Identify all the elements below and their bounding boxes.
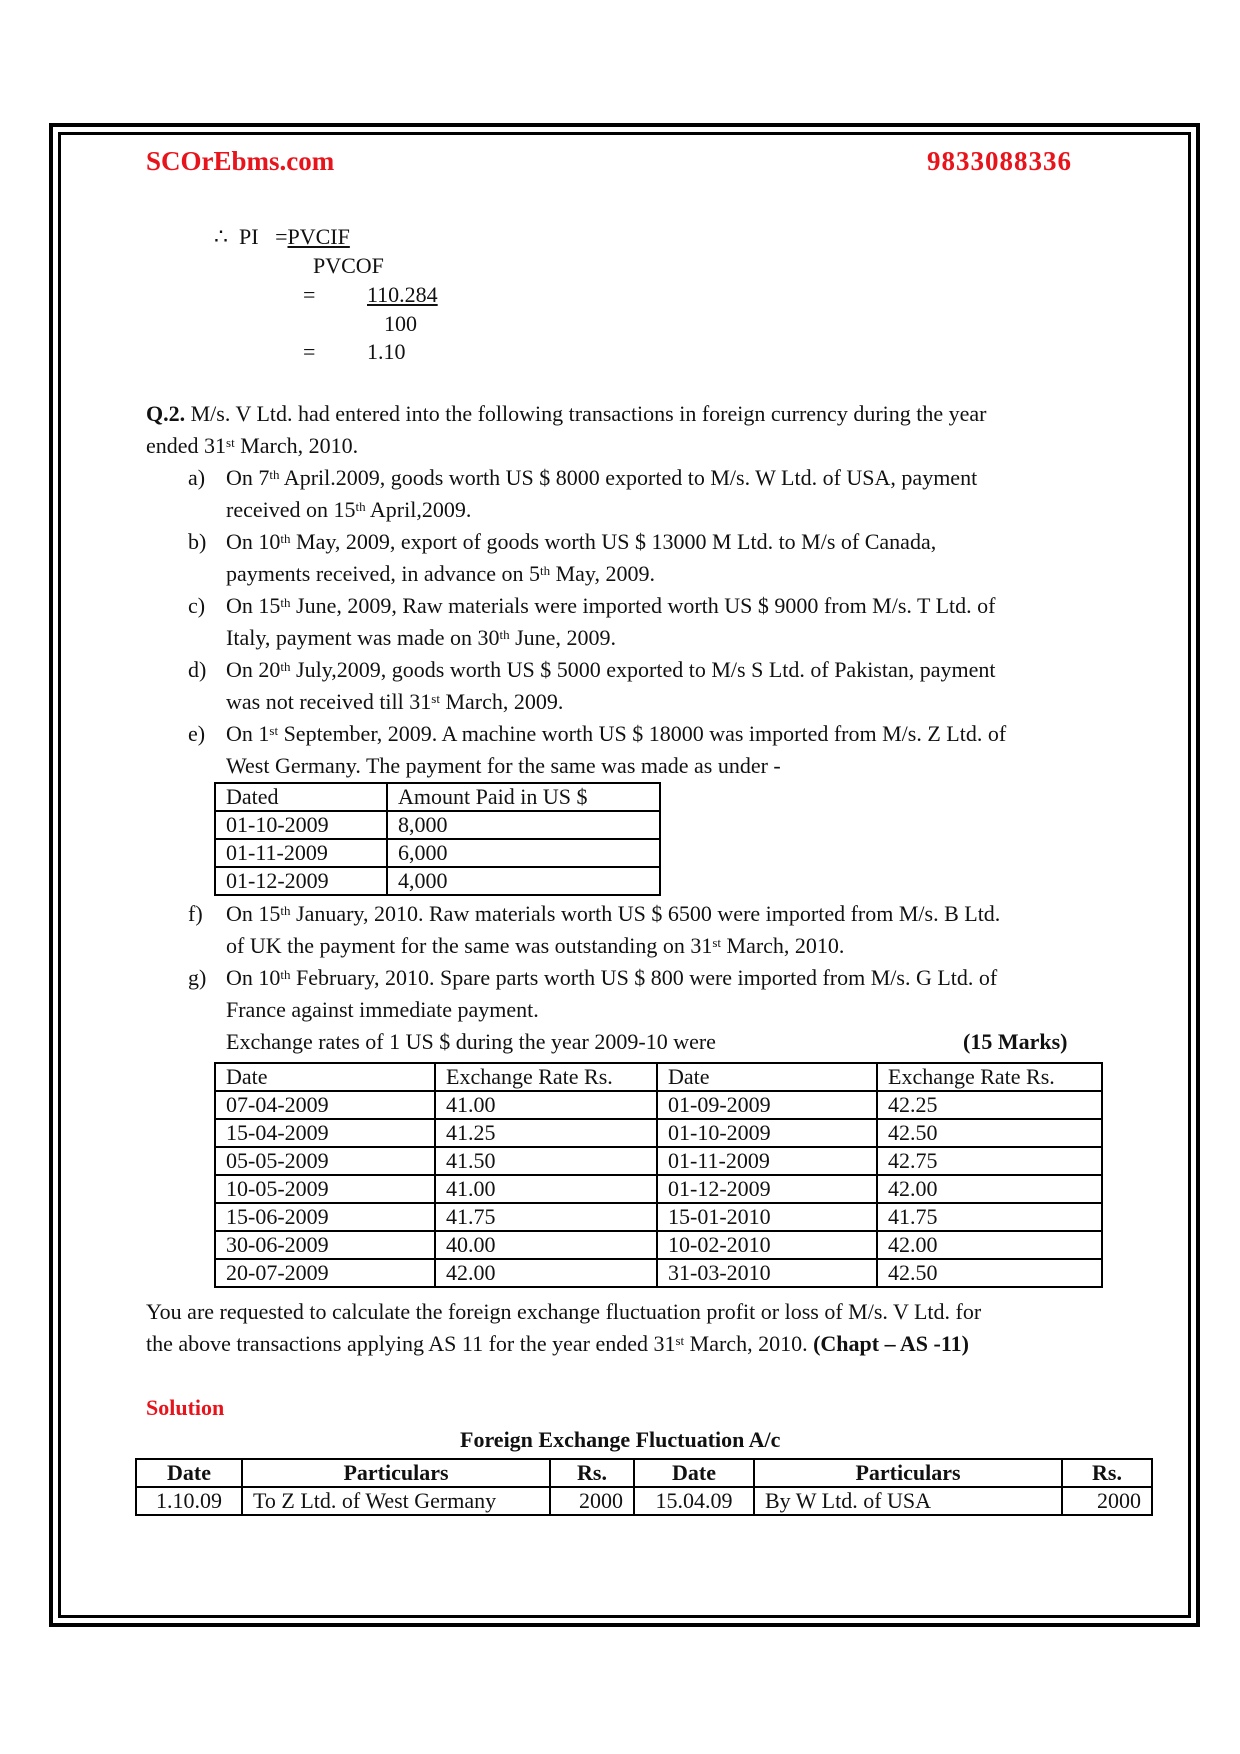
s: th — [280, 903, 291, 918]
table-row — [215, 1147, 1102, 1175]
table-header-row — [215, 1063, 1102, 1091]
table-row — [215, 867, 660, 895]
cell: 01-12-2009 — [657, 1175, 877, 1203]
closing-line-2 — [146, 1328, 969, 1360]
cell-amount: 2000 — [1062, 1487, 1152, 1515]
t: June, 2009, Raw materials were imported worth US $ 9000 from M/s. T Ltd. of — [290, 593, 996, 618]
t: January, 2010. Raw materials worth US $ 6500 were imported from M/s. B Ltd. — [290, 901, 1001, 926]
cell: 01-11-2009 — [657, 1147, 877, 1175]
cell: 01-09-2009 — [657, 1091, 877, 1119]
formula-numerator: PVCIF — [287, 224, 350, 249]
t: payments received, in advance on 5 — [226, 561, 540, 586]
t: Italy, payment was made on 30 — [226, 625, 500, 650]
header-cell: Date — [657, 1063, 877, 1091]
s: th — [269, 467, 280, 482]
marks-label: (15 Marks) — [963, 1029, 1068, 1054]
table-row — [215, 1119, 1102, 1147]
item-label: c) — [188, 593, 206, 618]
question-intro-line-1 — [146, 398, 987, 430]
question-intro-text: M/s. V Ltd. had entered into the following transactions in foreign currency during the year — [190, 401, 987, 426]
s: st — [712, 935, 722, 950]
cell: 31-03-2010 — [657, 1259, 877, 1287]
cell-amount: 2000 — [550, 1487, 634, 1515]
t: May, 2009, export of goods worth US $ 13000 M Ltd. to M/s of Canada, — [290, 529, 937, 554]
formula-denominator: PVCOF — [313, 253, 384, 278]
cell: 01-10-2009 — [657, 1119, 877, 1147]
item-line-1 — [226, 526, 936, 558]
cell-date: 1.10.09 — [136, 1487, 242, 1515]
cell-amount: 6,000 — [387, 839, 660, 867]
t: June, 2009. — [509, 625, 616, 650]
cell-date: 15.04.09 — [634, 1487, 754, 1515]
table-row — [215, 1203, 1102, 1231]
item-line-2 — [226, 686, 563, 718]
s: th — [539, 563, 551, 578]
formula-eq: = — [275, 224, 288, 249]
item-label: f) — [188, 901, 203, 926]
s: th — [355, 499, 366, 514]
t: On 15 — [226, 593, 281, 618]
item-line-2 — [226, 930, 844, 962]
closing-line-1: You are requested to calculate the foreign exchange fluctuation profit or loss of M/s. V Ltd. for — [146, 1299, 982, 1324]
payment-schedule-table — [214, 782, 661, 896]
t: March, 2010. — [684, 1331, 814, 1356]
question-intro-line-2 — [146, 430, 358, 462]
intro-pre: ended 31 — [146, 433, 227, 458]
item-line-2 — [226, 750, 781, 782]
t: March, 2010. — [721, 933, 845, 958]
cell: 42.00 — [877, 1231, 1102, 1259]
formula-step1-numerator: 110.284 — [367, 282, 438, 307]
table-row — [215, 1175, 1102, 1203]
cell: 10-02-2010 — [657, 1231, 877, 1259]
table-row — [215, 839, 660, 867]
solution-heading: Solution — [146, 1395, 225, 1420]
cell: 41.25 — [435, 1119, 657, 1147]
s: st — [269, 723, 279, 738]
t: the above transactions applying AS 11 for the year ended 31 — [146, 1331, 676, 1356]
cell: 15-04-2009 — [215, 1119, 435, 1147]
table-row — [215, 811, 660, 839]
header-cell: Rs. — [550, 1459, 634, 1487]
cell: 40.00 — [435, 1231, 657, 1259]
cell: 42.50 — [877, 1259, 1102, 1287]
t: On 1 — [226, 721, 270, 746]
formula-step1-denominator: 100 — [384, 311, 417, 336]
cell-date: 01-11-2009 — [215, 839, 387, 867]
cell: 41.75 — [435, 1203, 657, 1231]
cell-amount: 8,000 — [387, 811, 660, 839]
cell: 42.75 — [877, 1147, 1102, 1175]
item-line-1 — [226, 962, 997, 994]
item-line-2 — [226, 994, 539, 1026]
item-line-2 — [226, 622, 616, 654]
formula-result: 1.10 — [367, 339, 406, 364]
table-header-row — [136, 1459, 1152, 1487]
formula-lhs: PI — [239, 224, 259, 249]
table-row — [215, 1091, 1102, 1119]
t: of UK the payment for the same was outstanding on 31 — [226, 933, 713, 958]
cell-date: 01-10-2009 — [215, 811, 387, 839]
cell-particulars: To Z Ltd. of West Germany — [242, 1487, 550, 1515]
header-cell: Rs. — [1062, 1459, 1152, 1487]
exchange-rates-table — [214, 1062, 1103, 1288]
cell: 41.00 — [435, 1091, 657, 1119]
header-cell: Date — [136, 1459, 242, 1487]
header-cell: Dated — [215, 783, 387, 811]
t: France against immediate payment. — [226, 997, 539, 1022]
item-line-2 — [226, 494, 471, 526]
site-name: SCOrEbms.com — [146, 146, 335, 176]
s: th — [280, 659, 291, 674]
header-cell: Particulars — [242, 1459, 550, 1487]
formula-step1-eq: = — [303, 282, 316, 307]
cell: 41.75 — [877, 1203, 1102, 1231]
intro-sup: st — [226, 435, 235, 450]
s: th — [280, 595, 291, 610]
chapter-reference: (Chapt – AS -11) — [813, 1331, 969, 1356]
cell: 41.00 — [435, 1175, 657, 1203]
header-cell: Date — [634, 1459, 754, 1487]
item-label: e) — [188, 721, 206, 746]
phone-number: 9833088336 — [927, 146, 1072, 176]
t: July,2009, goods worth US $ 5000 exported to M/s S Ltd. of Pakistan, payment — [290, 657, 996, 682]
intro-post: March, 2010. — [234, 433, 359, 458]
item-label: d) — [188, 657, 207, 682]
cell: 07-04-2009 — [215, 1091, 435, 1119]
cell: 05-05-2009 — [215, 1147, 435, 1175]
question-label: Q.2. — [146, 401, 186, 426]
item-line-2 — [226, 558, 655, 590]
table-row — [215, 1231, 1102, 1259]
cell: 15-01-2010 — [657, 1203, 877, 1231]
rates-intro: Exchange rates of 1 US $ during the year 2009-10 were — [226, 1029, 716, 1054]
formula-step2-eq: = — [303, 339, 316, 364]
t: September, 2009. A machine worth US $ 18000 was imported from M/s. Z Ltd. of — [278, 721, 1007, 746]
table-header-row — [215, 783, 660, 811]
item-label: a) — [188, 465, 206, 490]
s: th — [280, 967, 291, 982]
t: West Germany. The payment for the same was made as under - — [226, 753, 781, 778]
t: April,2009. — [365, 497, 472, 522]
cell: 42.50 — [877, 1119, 1102, 1147]
formula-line-1 — [214, 221, 350, 253]
therefore-symbol: ∴ — [214, 224, 228, 249]
cell: 42.25 — [877, 1091, 1102, 1119]
s: th — [280, 531, 291, 546]
cell-amount: 4,000 — [387, 867, 660, 895]
s: th — [499, 627, 510, 642]
header-cell: Date — [215, 1063, 435, 1091]
item-line-1 — [226, 590, 995, 622]
t: On 10 — [226, 529, 281, 554]
t: April.2009, goods worth US $ 8000 exported to M/s. W Ltd. of USA, payment — [279, 465, 978, 490]
cell-date: 01-12-2009 — [215, 867, 387, 895]
cell: 15-06-2009 — [215, 1203, 435, 1231]
ledger-table — [135, 1458, 1153, 1516]
cell-particulars: By W Ltd. of USA — [754, 1487, 1062, 1515]
t: On 10 — [226, 965, 281, 990]
t: On 15 — [226, 901, 281, 926]
cell: 42.00 — [435, 1259, 657, 1287]
t: February, 2010. Spare parts worth US $ 800 were imported from M/s. G Ltd. of — [290, 965, 998, 990]
cell: 10-05-2009 — [215, 1175, 435, 1203]
cell: 42.00 — [877, 1175, 1102, 1203]
header-cell: Exchange Rate Rs. — [435, 1063, 657, 1091]
ledger-title: Foreign Exchange Fluctuation A/c — [460, 1427, 781, 1452]
item-line-1 — [226, 462, 977, 494]
item-label: b) — [188, 529, 207, 554]
cell: 30-06-2009 — [215, 1231, 435, 1259]
table-row — [215, 1259, 1102, 1287]
item-line-1 — [226, 898, 1000, 930]
t: March, 2009. — [439, 689, 564, 714]
header-cell: Exchange Rate Rs. — [877, 1063, 1102, 1091]
item-line-1 — [226, 718, 1006, 750]
cell: 41.50 — [435, 1147, 657, 1175]
t: May, 2009. — [550, 561, 656, 586]
s: st — [675, 1333, 685, 1348]
s: st — [431, 691, 440, 706]
item-label: g) — [188, 965, 207, 990]
table-row — [136, 1487, 1152, 1515]
header-cell: Particulars — [754, 1459, 1062, 1487]
t: received on 15 — [226, 497, 356, 522]
cell: 20-07-2009 — [215, 1259, 435, 1287]
t: was not received till 31 — [226, 689, 432, 714]
t: On 7 — [226, 465, 270, 490]
t: On 20 — [226, 657, 281, 682]
header-cell: Amount Paid in US $ — [387, 783, 660, 811]
item-line-1 — [226, 654, 996, 686]
